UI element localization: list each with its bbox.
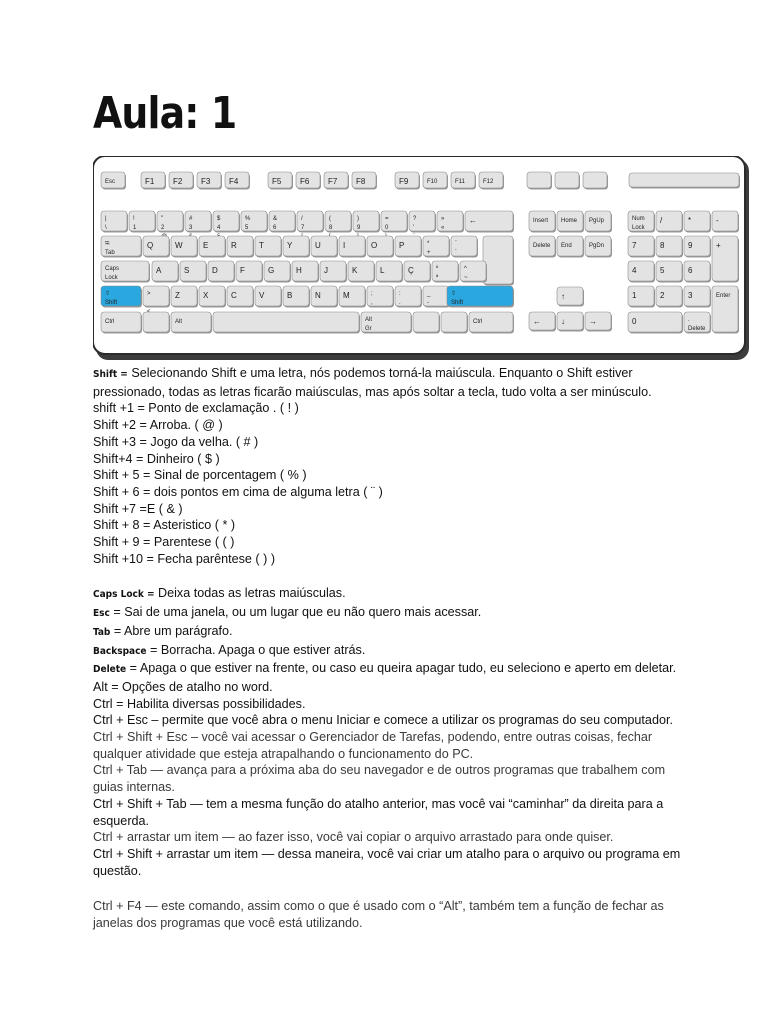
shift-label: Shift = [93,369,128,380]
shift-paragraph [93,365,693,400]
svg-text:Alt: Alt [365,317,373,323]
svg-text:↓: ↓ [561,317,565,326]
svg-text:Delete: Delete [688,326,706,332]
svg-text:←: ← [469,216,477,225]
shift-combination-line: Shift + 6 = dois pontos em cima de alguma letra ( ¨ ) [93,484,383,499]
svg-text:5: 5 [660,266,665,275]
key-letter [264,261,291,283]
key-arrow-down [557,312,584,332]
key-numpad [684,236,711,258]
svg-text:": " [161,216,164,222]
key-arrow-up [557,287,584,307]
lesson-text [93,365,693,932]
key-shift-right [447,286,514,308]
svg-text:F: F [240,266,245,275]
svg-text:9: 9 [688,241,693,250]
svg-text:3: 3 [189,225,193,231]
key-numpad [656,286,683,308]
svg-text:*: * [427,241,430,247]
svg-text:T: T [259,241,264,250]
svg-text:-: - [427,300,429,306]
svg-text:;: ; [371,291,373,297]
key-blank [583,172,608,190]
ctrl-line: Ctrl = Habilita diversas possibilidades. [93,696,306,711]
key-letter [199,236,226,258]
svg-text:7: 7 [301,225,305,231]
svg-text:Enter: Enter [716,293,731,299]
svg-text:H: H [296,266,302,275]
svg-text:Ctrl: Ctrl [105,319,115,325]
key-num [241,211,268,233]
svg-text:PgUp: PgUp [589,218,605,224]
key-letter [339,236,366,258]
shift-combination-line: Shift +7 =E ( & ) [93,501,183,516]
svg-text:|: | [105,216,107,222]
svg-text:R: R [231,241,237,250]
svg-text:%: % [245,216,251,222]
key-numpad [656,261,683,283]
svg-text:7: 7 [632,241,637,250]
key-letter [152,261,179,283]
backspace-label: Backspace [93,645,147,657]
caps-lock-line [93,585,693,604]
key-num [101,211,128,233]
key-numpad [628,261,655,283]
svg-text:F7: F7 [328,177,338,186]
key-shift-left [101,286,142,308]
svg-text:S: S [184,266,190,275]
svg-text:«: « [441,225,445,231]
ctrl-shift-tab-line: Ctrl + Shift + Tab — tem a mesma função do atalho anterior, mas você vai “caminhar” da direita para a esquerda. [93,796,664,828]
svg-text:Tab: Tab [105,250,115,256]
svg-text:#: # [189,216,193,222]
svg-text:~: ~ [464,275,468,281]
shift-combination-line: Shift +3 = Jogo da velha. ( # ) [93,434,259,449]
key-letter [395,286,422,308]
key-letter [432,261,459,283]
key-numpad-delete [684,312,711,334]
svg-text:`: ` [455,241,457,247]
key-win-right [413,312,440,334]
tab-label: Tab [93,626,111,638]
svg-text:4: 4 [632,266,637,275]
key-numpad [712,211,739,233]
svg-text:PgDn: PgDn [589,243,605,249]
svg-text:F6: F6 [300,177,310,186]
key-menu [441,312,468,334]
svg-text:F11: F11 [455,179,465,185]
ctrl-tab-line: Ctrl + Tab — avança para a próxima aba do seu navegador e de outros programas que trabalhem com guias internas. [93,763,666,795]
key-f4 [225,172,250,190]
shift-combination-line: Shift + 8 = Asteristico ( * ) [93,518,236,533]
svg-text:Alt: Alt [175,319,183,325]
shift-combination-line: Shift+4 = Dinheiro ( $ ) [93,451,220,466]
svg-text:9: 9 [357,225,361,231]
svg-text:8: 8 [660,241,665,250]
svg-text:0: 0 [385,225,389,231]
key-letter [376,261,403,283]
key-backspace [465,211,514,233]
svg-text:Lock: Lock [632,225,645,231]
svg-text:P: P [399,241,405,250]
svg-text:End: End [561,243,572,249]
shift-combinations-list [93,400,693,567]
key-f6 [296,172,321,190]
shift-combination-line: Shift + 9 = Parentese ( ( ) [93,535,235,550]
key-numpad [628,286,655,308]
backspace-text: = Borracha. Apaga o que estiver atrás. [146,642,366,657]
key-f12 [479,172,504,190]
key-win [143,312,170,334]
key-letter [171,286,198,308]
esc-label: Esc [93,608,110,620]
tab-line [93,623,693,642]
delete-line [93,660,693,679]
svg-text:↑: ↑ [561,292,565,301]
key-nav [529,236,556,258]
key-numpad [684,261,711,283]
key-num [437,211,464,233]
keyboard-illustration [93,156,749,360]
shift-combination-line: Shift + 5 = Sinal de porcentagem ( % ) [93,468,307,483]
keyboard-svg [93,156,749,360]
delete-label: Delete [93,664,127,676]
svg-text:?: ? [413,216,417,222]
svg-text:+: + [716,241,721,250]
svg-text:4: 4 [217,225,221,231]
svg-text:F2: F2 [173,177,183,186]
key-nav [585,211,612,233]
svg-text:O: O [371,241,378,250]
key-alt-gr [361,312,412,334]
svg-text:F9: F9 [399,177,409,186]
key-ctrl-left [101,312,142,334]
key-letter [255,286,282,308]
svg-text:Insert: Insert [533,218,549,224]
key-alt [171,312,212,334]
caps-lock-label: Caps Lock = [93,589,155,601]
key-numpad [684,286,711,308]
key-letter [171,236,198,258]
key-letter [255,236,282,258]
svg-text:F1: F1 [145,177,155,186]
svg-text:←: ← [533,317,541,326]
ctrl-shift-drag-line: Ctrl + Shift + arrastar um item — dessa maneira, você vai criar um atalho para o arquivo ou programa em questão. [93,846,681,878]
svg-text:5: 5 [245,225,249,231]
key-tab [101,236,142,258]
key-letter [311,236,338,258]
key-numpad [628,211,655,233]
esc-line [93,604,693,623]
key-letter [320,261,347,283]
key-letter [339,286,366,308]
tab-text: = Abre um parágrafo. [110,623,233,638]
shift-combination-line: Shift +2 = Arroba. ( @ ) [93,418,223,433]
key-numpad-zero [628,312,683,334]
key-f3 [197,172,222,190]
svg-text:⇧: ⇧ [105,291,111,297]
key-numpad [684,211,711,233]
svg-text:^: ^ [464,266,467,272]
svg-text:A: A [156,266,162,275]
svg-text::: : [399,291,401,297]
key-letter [292,261,319,283]
key-numpad [656,211,683,233]
svg-text:´: ´ [455,250,457,256]
key-ctrl-right [469,312,514,334]
svg-text:D: D [212,266,218,275]
key-nav [557,236,584,258]
svg-text:$: $ [217,216,221,222]
svg-text:M: M [343,291,350,300]
key-f2 [169,172,194,190]
svg-text:+: + [427,250,431,256]
svg-text:2: 2 [161,225,165,231]
svg-text:Delete: Delete [533,243,551,249]
svg-text:E: E [203,241,209,250]
key-blank [527,172,552,190]
svg-text:F5: F5 [272,177,282,186]
svg-text:U: U [315,241,321,250]
svg-text:K: K [352,266,358,275]
key-letter [311,286,338,308]
svg-text:G: G [268,266,275,275]
svg-text:F10: F10 [427,179,438,185]
svg-text:F12: F12 [483,179,494,185]
alt-line: Alt = Opções de atalho no word. [93,679,273,694]
key-letter [208,261,235,283]
key-f8 [352,172,377,190]
key-numpad-plus [712,236,739,283]
svg-text:/: / [301,216,303,222]
svg-text:1: 1 [632,291,637,300]
svg-text:Shift: Shift [451,300,464,306]
svg-text:\: \ [105,225,107,231]
svg-text:⭾: ⭾ [105,241,110,247]
key-num [269,211,296,233]
key-letter [143,236,170,258]
key-f5 [268,172,293,190]
key-nav [585,236,612,258]
svg-text:Num: Num [632,216,645,222]
key-arrow-right [585,312,612,332]
svg-text:6: 6 [688,266,693,275]
led-panel [629,173,740,189]
key-space [213,312,360,334]
key-letter [236,261,263,283]
svg-text:F8: F8 [356,177,366,186]
svg-text:,: , [371,300,373,306]
svg-text:8: 8 [329,225,333,231]
svg-text:Gr: Gr [365,326,372,332]
svg-text:0: 0 [632,317,637,326]
backspace-line [93,642,693,661]
key-numpad [656,236,683,258]
ctrl-esc-line: Ctrl + Esc – permite que você abra o menu Iniciar e comece a utilizar os programas do seu computador. [93,713,673,728]
key-arrow-left [529,312,556,332]
key-letter [227,286,254,308]
page-title: Aula: 1 [93,88,237,139]
svg-text:&: & [273,216,278,222]
ctrl-f4-line: Ctrl + F4 — este comando, assim como o que é usado com o “Alt”, também tem a função de fechar as janelas dos programas que você está utilizando. [93,899,664,931]
svg-text:=: = [385,216,389,222]
svg-text:_: _ [427,291,431,297]
svg-text:ª: ª [436,275,439,281]
svg-text:2: 2 [660,291,665,300]
svg-text:F4: F4 [229,177,239,186]
svg-text:Esc: Esc [105,179,116,185]
svg-text:6: 6 [273,225,277,231]
key-letter [395,236,422,258]
key-letter [423,286,450,308]
key-f1 [141,172,166,190]
svg-text:>: > [147,291,151,297]
svg-text:Q: Q [147,241,154,250]
svg-text:.: . [688,317,690,323]
svg-text:*: * [688,216,692,225]
key-f9 [395,172,420,190]
key-f7 [324,172,349,190]
svg-text:F3: F3 [201,177,211,186]
svg-text:Home: Home [561,218,578,224]
svg-text:3: 3 [688,291,693,300]
key-letter [423,236,450,258]
svg-text:L: L [380,266,385,275]
svg-text:X: X [203,291,209,300]
key-blank [555,172,580,190]
svg-text:N: N [315,291,321,300]
svg-text:): ) [357,216,359,222]
svg-text:(: ( [329,216,331,222]
key-letter [227,236,254,258]
key-letter [348,261,375,283]
key-esc [101,172,126,190]
svg-text:»: » [441,216,445,222]
key-nav [529,211,556,233]
key-f10 [423,172,448,190]
svg-text:W: W [175,241,183,250]
shift-text: Selecionando Shift e uma letra, nós podemos torná-la maiúscula. Enquanto o Shift estiver pressionado, todas as letras ficarão maiúsculas, mas após soltar a tecla, tudo volta a ser minúsculo. [93,366,652,399]
key-num [129,211,156,233]
key-numpad [628,236,655,258]
esc-text: = Sai de uma janela, ou um lugar que eu não quero mais acessar. [109,605,482,620]
key-nav [557,211,584,233]
key-letter [404,261,431,283]
svg-text:Caps: Caps [105,266,120,272]
svg-text:B: B [287,291,293,300]
key-letter [180,261,207,283]
key-letter [283,236,310,258]
key-letter [460,261,487,283]
svg-text:/: / [660,216,663,225]
svg-text:.: . [399,300,401,306]
key-caps-lock [101,261,150,283]
shift-combination-line: shift +1 = Ponto de exclamação . ( ! ) [93,401,299,416]
svg-text:Y: Y [287,241,293,250]
svg-text:': ' [413,225,415,231]
caps-lock-text: Deixa todas as letras maiúsculas. [154,586,346,601]
delete-text: = Apaga o que estiver na frente, ou caso eu queira apagar tudo, eu seleciono e aperto em deletar. [126,661,677,676]
key-letter [367,286,394,308]
shift-combination-line: Shift +10 = Fecha parêntese ( ) ) [93,551,276,566]
key-letter [451,236,478,258]
svg-text:J: J [324,266,328,275]
svg-text:1: 1 [133,225,137,231]
key-f11 [451,172,476,190]
key-letter [283,286,310,308]
svg-text:V: V [259,291,265,300]
key-enter [483,236,514,286]
svg-text:Lock: Lock [105,275,118,281]
svg-text:C: C [231,291,237,300]
svg-text:Shift: Shift [105,300,118,306]
svg-text:Ç: Ç [408,266,414,275]
svg-text:º: º [436,266,439,272]
svg-text:I: I [343,241,346,250]
svg-text:-: - [716,216,719,225]
svg-text:Z: Z [175,291,180,300]
ctrl-drag-line: Ctrl + arrastar um item — ao fazer isso, você vai copiar o arquivo arrastado para onde quiser. [93,830,614,845]
key-letter [199,286,226,308]
key-numpad-enter [712,286,739,334]
svg-text:Ctrl: Ctrl [473,319,483,325]
svg-text:→: → [589,317,597,326]
key-letter [367,236,394,258]
ctrl-shift-esc-line: Ctrl + Shift + Esc – você vai acessar o Gerenciador de Tarefas, podendo, entre outras coisas, fechar qualquer atividade que esteja atrapalhando o funcionamento do PC. [93,730,653,761]
svg-text:⇧: ⇧ [451,291,457,297]
svg-text:!: ! [133,216,135,222]
